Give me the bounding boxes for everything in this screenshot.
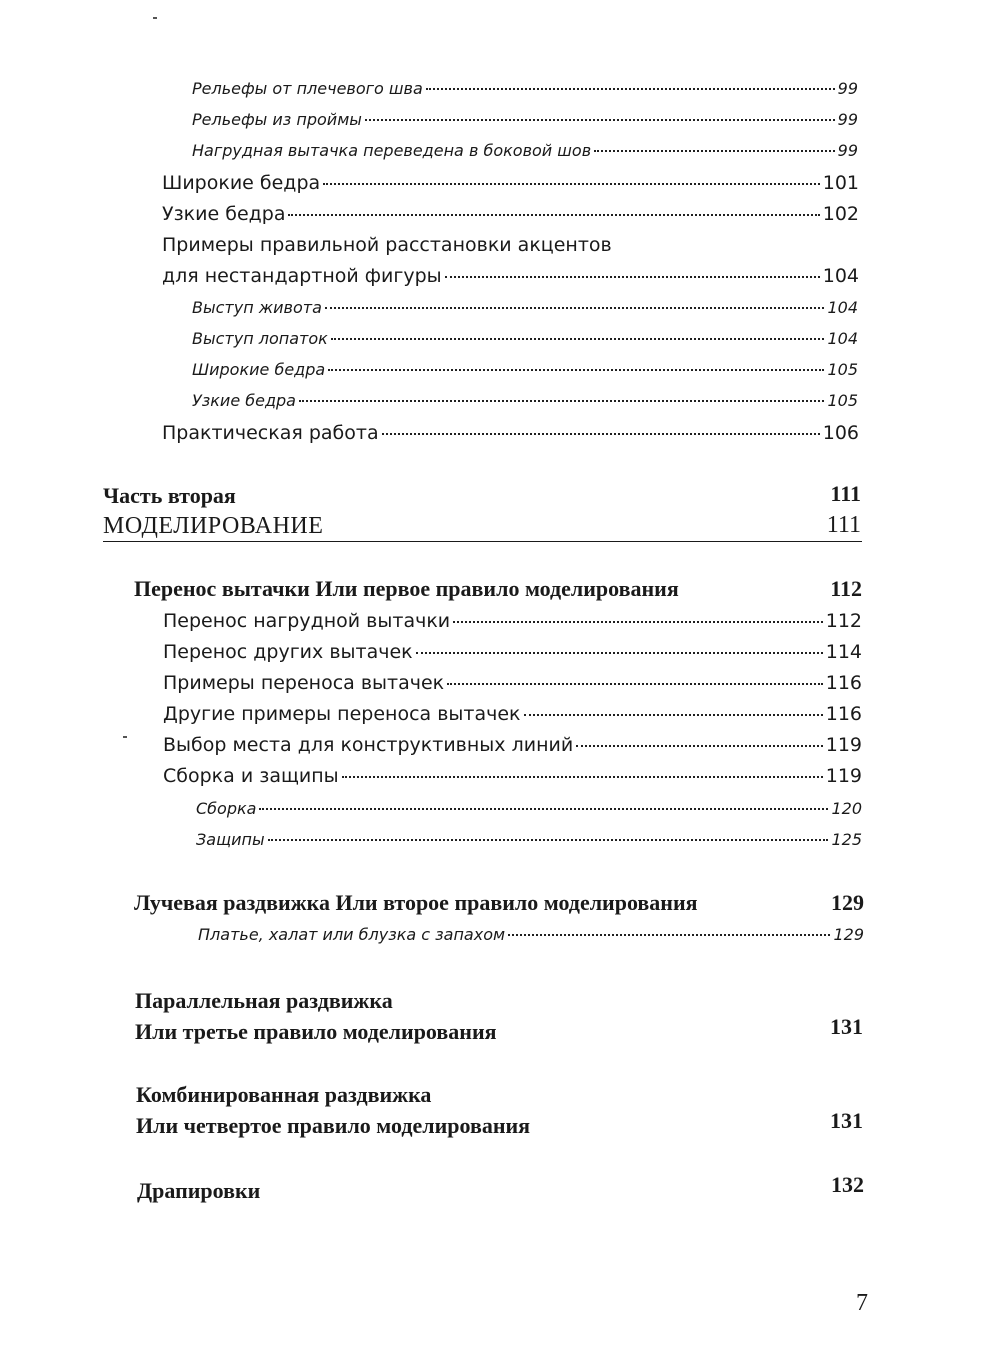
section-heading-page: 131 — [830, 1108, 863, 1133]
toc-entry — [163, 672, 862, 694]
toc-entry-page: 104 — [822, 265, 859, 287]
toc-entry-title: Выступ лопаток — [192, 329, 328, 348]
toc-entry-page: 105 — [827, 360, 858, 379]
toc-entry-title: Узкие бедра — [162, 203, 286, 225]
toc-entry-page: 129 — [833, 925, 864, 944]
toc-entry-title: Защипы — [196, 830, 265, 849]
toc-entry-title: Широкие бедра — [192, 360, 326, 379]
toc-entry — [192, 391, 858, 410]
toc-entry-page: 119 — [825, 734, 862, 756]
toc-entry — [163, 703, 862, 725]
section-heading — [135, 985, 497, 1047]
toc-entry-page: 104 — [827, 329, 858, 348]
print-speck — [153, 17, 157, 19]
toc-entry — [162, 265, 859, 287]
toc-entry-page: 125 — [831, 830, 862, 849]
leader-dots — [508, 934, 830, 936]
toc-entry-page: 99 — [837, 110, 858, 129]
toc-entry-title: Перенос нагрудной вытачки — [163, 610, 451, 632]
toc-entry — [192, 360, 858, 379]
leader-dots — [445, 276, 820, 278]
toc-entry-page: 114 — [825, 641, 862, 663]
toc-entry-page: 99 — [837, 79, 858, 98]
leader-dots — [328, 369, 824, 371]
toc-entry-page: 105 — [827, 391, 858, 410]
section-heading — [134, 576, 862, 602]
part-subtitle-page: 111 — [826, 512, 861, 538]
toc-entry-page: 119 — [825, 765, 862, 787]
toc-entry-title: Рельефы из проймы — [192, 110, 362, 129]
toc-entry — [163, 734, 862, 756]
leader-dots — [382, 433, 820, 435]
leader-dots — [259, 808, 828, 810]
leader-dots — [426, 88, 835, 90]
leader-dots — [576, 745, 823, 747]
section-heading-page: 132 — [831, 1172, 864, 1197]
toc-entry-page: 112 — [825, 610, 862, 632]
toc-entry-title: Практическая работа — [162, 422, 379, 444]
part-subtitle: МОДЕЛИРОВАНИЕ — [103, 513, 324, 539]
part-underline — [103, 541, 862, 542]
toc-entry — [192, 110, 858, 129]
section-heading-page: 129 — [831, 890, 864, 915]
section-heading — [136, 1079, 530, 1141]
leader-dots — [453, 621, 823, 623]
toc-entry-page: 101 — [822, 172, 859, 194]
toc-entry-title: Сборка — [196, 799, 257, 818]
toc-entry — [163, 765, 862, 787]
leader-dots — [268, 839, 829, 841]
toc-entry-page: 102 — [822, 203, 859, 225]
toc-entry — [162, 203, 859, 225]
print-speck — [123, 736, 127, 738]
toc-entry-page: 106 — [822, 422, 859, 444]
toc-entry-title: Другие примеры переноса вытачек — [163, 703, 521, 725]
section-heading-title: Перенос вытачки Или первое правило моделирования — [134, 576, 679, 601]
toc-entry-page: 116 — [825, 672, 862, 694]
section-heading-line2: Или третье правило моделирования — [135, 1019, 497, 1044]
toc-entry-title: Примеры переноса вытачек — [163, 672, 445, 694]
leader-dots — [299, 400, 824, 402]
toc-entry — [163, 610, 862, 632]
leader-dots — [342, 776, 823, 778]
leader-dots — [594, 150, 835, 152]
toc-entry-title: Выступ живота — [192, 298, 322, 317]
leader-dots — [416, 652, 823, 654]
section-heading-title: Лучевая раздвижка Или второе правило моделирования — [134, 890, 698, 915]
toc-entry-title: Рельефы от плечевого шва — [192, 79, 423, 98]
toc-entry-title: для нестандартной фигуры — [162, 265, 442, 287]
leader-dots — [331, 338, 825, 340]
leader-dots — [365, 119, 835, 121]
leader-dots — [447, 683, 823, 685]
toc-entry-page: 120 — [831, 799, 862, 818]
toc-entry-title: Платье, халат или блузка с запахом — [198, 925, 506, 944]
toc-entry-title: Выбор места для конструктивных линий — [163, 734, 574, 756]
toc-entry — [163, 641, 862, 663]
toc-entry — [196, 830, 862, 849]
toc-entry-page: 99 — [837, 141, 858, 160]
section-heading — [134, 890, 864, 916]
toc-entry-title: Сборка и защипы — [163, 765, 339, 787]
toc-entry — [192, 298, 858, 317]
leader-dots — [323, 183, 820, 185]
leader-dots — [524, 714, 823, 716]
toc-entry-page: 116 — [825, 703, 862, 725]
page-number: 7 — [856, 1290, 868, 1316]
part-title: Часть вторая — [103, 483, 236, 508]
leader-dots — [325, 307, 825, 309]
toc-entry — [162, 422, 859, 444]
toc-entry — [162, 234, 859, 256]
section-heading-line2: Или четвертое правило моделирования — [136, 1113, 531, 1138]
section-heading-line1: Параллельная раздвижка — [135, 988, 393, 1013]
toc-entry — [162, 172, 859, 194]
toc-entry-page: 104 — [827, 298, 858, 317]
toc-entry-title: Перенос других вытачек — [163, 641, 413, 663]
toc-entry — [198, 925, 864, 944]
toc-entry-title: Широкие бедра — [162, 172, 321, 194]
toc-entry — [196, 799, 862, 818]
section-heading-page: 131 — [830, 1014, 863, 1039]
toc-entry — [192, 79, 858, 98]
toc-entry — [192, 329, 858, 348]
toc-entry-title: Узкие бедра — [192, 391, 296, 410]
section-heading-title: Драпировки — [137, 1178, 261, 1203]
toc-entry — [192, 141, 858, 160]
toc-entry-title: Нагрудная вытачка переведена в боковой шов — [192, 141, 592, 160]
section-heading-line1: Комбинированная раздвижка — [136, 1082, 432, 1107]
section-heading-page: 112 — [830, 576, 862, 601]
section-heading — [137, 1175, 260, 1206]
leader-dots — [288, 214, 819, 216]
part-title-page: 111 — [830, 481, 861, 506]
toc-entry-title: Примеры правильной расстановки акцентов — [162, 234, 612, 256]
